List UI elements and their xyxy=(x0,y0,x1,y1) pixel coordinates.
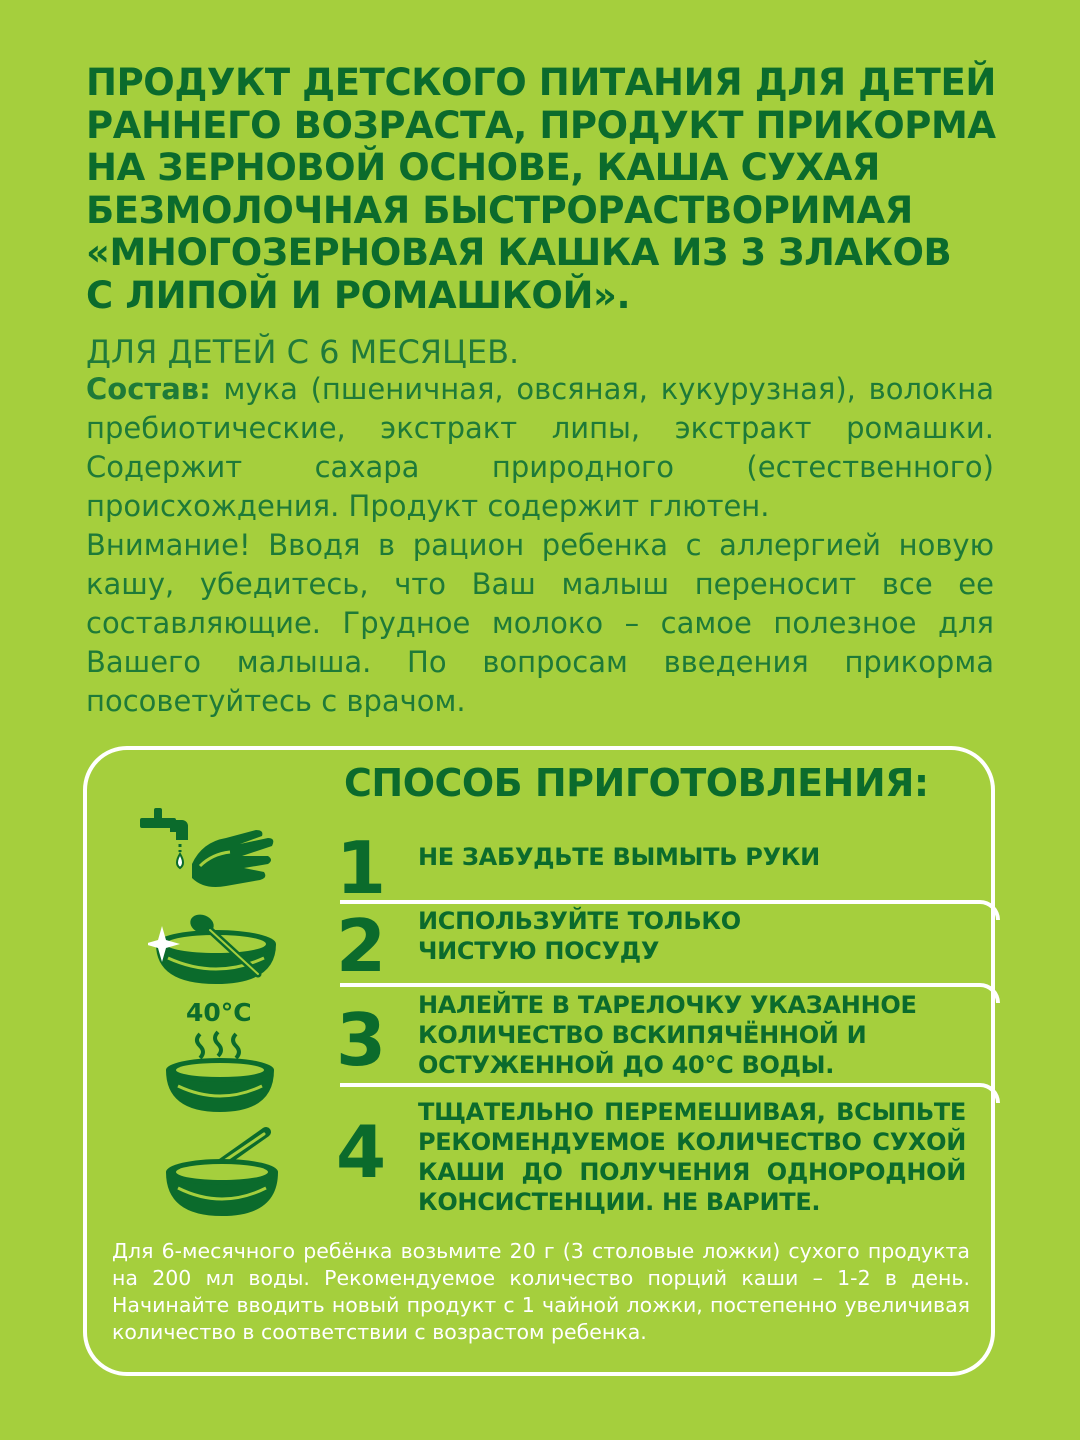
step-text-4: ТЩАТЕЛЬНО ПЕРЕМЕШИВАЯ, ВСЫПЬТЕ РЕКОМЕНДУЕМОЕ КОЛИЧЕСТВО СУХОЙ КАШИ ДО ПОЛУЧЕНИЯ ОДНОРОДНОЙ КОНСИСТЕНЦИИ. НЕ ВАРИТЕ. xyxy=(418,1098,966,1216)
composition-text: мука (пшеничная, овсяная, кукурузная), волокна пребиотические, экстракт липы, экстракт ромашки. Содержит сахара природного (естественного) происхождения. Продукт содержит глютен. xyxy=(86,372,994,523)
step-text-3: НАЛЕЙТЕ В ТАРЕЛОЧКУ УКАЗАННОЕ КОЛИЧЕСТВО ВСКИПЯЧЁННОЙ И ОСТУЖЕННОЙ ДО 40°С ВОДЫ. xyxy=(418,991,917,1079)
age-recommendation: ДЛЯ ДЕТЕЙ С 6 МЕСЯЦЕВ. xyxy=(86,333,520,371)
mixing-bowl-icon xyxy=(162,1122,282,1218)
title-line-3: НА ЗЕРНОВОЙ ОСНОВЕ, КАША СУХАЯ xyxy=(86,146,880,189)
title-line-4: БЕЗМОЛОЧНАЯ БЫСТРОРАСТВОРИМАЯ xyxy=(86,188,913,232)
product-description xyxy=(86,370,994,721)
serving-note: Для 6-месячного ребёнка возьмите 20 г (3 столовые ложки) сухого продукта на 200 мл воды. Рекомендуемое количество порций каши – 1-2 в день. Начинайте вводить новый продукт с 1 чайной ложки, постепенно увеличивая количество в соответствии с возрастом ребенка. xyxy=(112,1239,970,1344)
step-number-2: 2 xyxy=(336,904,387,988)
step-number-1: 1 xyxy=(336,826,387,910)
product-title xyxy=(86,62,1006,317)
title-line-6: С ЛИПОЙ И РОМАШКОЙ». xyxy=(86,273,631,317)
step-number-3: 3 xyxy=(336,998,387,1082)
hand-wash-icon xyxy=(140,806,275,896)
step-text-1: НЕ ЗАБУДЬТЕ ВЫМЫТЬ РУКИ xyxy=(418,843,820,871)
warm-water-bowl-icon xyxy=(160,1030,280,1114)
warning-paragraph: Внимание! Вводя в рацион ребенка с аллергией новую кашу, убедитесь, что Ваш малыш переносит все ее составляющие. Грудное молоко – самое полезное для Вашего малыша. По вопросам введения прикорма посоветуйтесь с врачом. xyxy=(86,528,994,718)
title-line-1: ПРОДУКТ ДЕТСКОГО ПИТАНИЯ ДЛЯ ДЕТЕЙ xyxy=(86,61,996,104)
preparation-title: СПОСОБ ПРИГОТОВЛЕНИЯ: xyxy=(344,761,929,805)
step-text-2: ИСПОЛЬЗУЙТЕ ТОЛЬКО ЧИСТУЮ ПОСУДУ xyxy=(418,907,741,965)
composition-label: Состав: xyxy=(86,372,211,406)
step-number-4: 4 xyxy=(336,1110,387,1194)
composition-paragraph xyxy=(86,370,994,526)
title-line-2: РАННЕГО ВОЗРАСТА, ПРОДУКТ ПРИКОРМА xyxy=(86,103,996,147)
clean-bowl-icon xyxy=(148,908,278,990)
title-line-5: «МНОГОЗЕРНОВАЯ КАШКА ИЗ 3 ЗЛАКОВ xyxy=(86,231,952,274)
temperature-label: 40°С xyxy=(186,998,252,1027)
